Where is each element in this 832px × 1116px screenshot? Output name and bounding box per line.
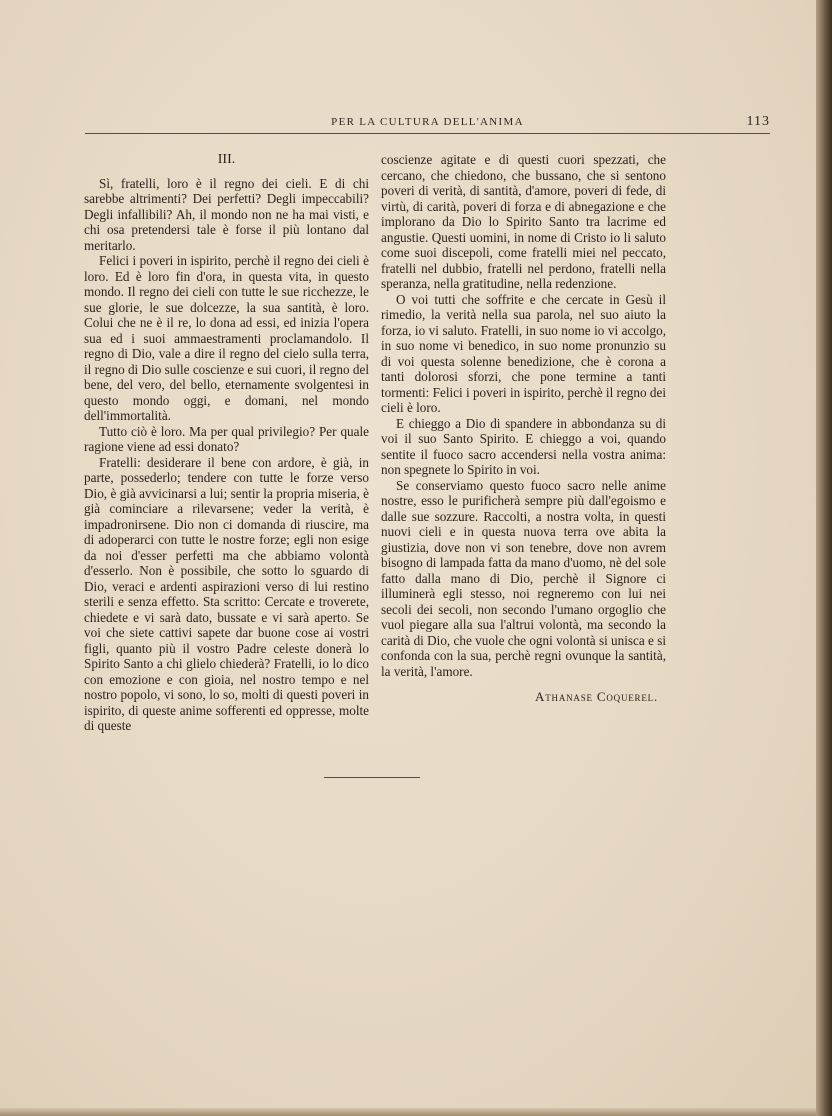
paragraph: Sì, fratelli, loro è il regno dei cieli. E di chi sarebbe altrimenti? Dei perfetti? Degli impeccabili? Degli infallibili? Ah, il mondo non ne ha mai visti, e chi osa pretendersi tale è forse il più lontano dal meritarlo.: [84, 175, 369, 253]
author-signature: Athanase Coquerel.: [535, 689, 658, 704]
header-rule: [85, 133, 770, 134]
closing-rule: [324, 777, 420, 778]
page-bottom-edge: [0, 1108, 816, 1116]
paragraph: coscienze agitate e di questi cuori spezzati, che cercano, che chiedono, che bussano, che si sentono poveri di verità, di santità, d'amore, poveri di fede, di virtù, di carità, poveri di forza e di abnegazione e che implorano da Dio lo Spirito Santo tra lacrime ed angustie. Questi uomini, in nome di Cristo io li saluto come suoi discepoli, come fratelli miei nel peccato, fratelli nel dubbio, fratelli nel perdono, fratelli nella speranza, nella gratitudine, nella redenzione.: [381, 152, 666, 291]
section-numeral: III.: [217, 152, 236, 167]
paragraph: Fratelli: desiderare il bene con ardore, è già, in parte, possederlo; tendere con tutte le forze verso Dio, è già avvicinarsi a lui; sentir la propria miseria, è già cominciare a rilevarsene; veder la verità, è impadronirsene. Dio non ci domanda di riuscire, ma di adoperarci con tutte le nostre forze; egli non esige da noi d'esser perfetti ma che abbiamo volontà d'esserlo. Non è possibile, che sotto lo sguardo di Dio, veraci e ardenti aspirazioni verso di lui restino sterili e senza effetto. Sta scritto: Cercate e troverete, chiedete e vi sarà dato, bussate e vi sarà aperto. Se voi che siete cattivi sapete dar buone cose ai vostri figli, quanto più il vostro Padre celeste donerà lo Spirito Santo a chi glielo chiederà? Fratelli, io lo dico con emozione e con gioia, nel nostro tempo e nel nostro popolo, vi sono, lo so, molti di questi poveri in ispirito, di queste anime sofferenti ed oppresse, molte di queste: [84, 454, 369, 733]
right-column: [381, 152, 666, 705]
left-column: [84, 152, 369, 734]
paragraph: Se conserviamo questo fuoco sacro nelle anime nostre, esso le purificherà sempre più dall'egoismo e dalle sue sozzure. Raccolti, a nostra volta, in questi nuovi cieli e in questa nuova terra ove abita la giustizia, dove non vi son tenebre, dove non avrem bisogno di lampada fatta da mano d'uomo, nè del sole fatto dalla mano di Dio, perchè il Signore ci illuminerà egli stesso, noi regneremo con lui nei secoli dei secoli, non secondo l'umano orgoglio che vuol piegare alla sua l'altrui volontà, ma secondo la carità di Dio, che vuole che ogni volontà si unisca e si confonda con la sua, perchè regni ovunque la santità, la verità, l'amore.: [381, 477, 666, 679]
running-title: PER LA CULTURA DELL'ANIMA: [331, 116, 524, 128]
running-head: [85, 114, 770, 130]
book-edge: [816, 0, 832, 1116]
paragraph: Tutto ciò è loro. Ma per qual privilegio? Per quale ragione viene ad essi donato?: [84, 423, 369, 454]
paragraph: E chieggo a Dio di spandere in abbondanza su di voi il suo Santo Spirito. E chieggo a voi, quando sentite il fuoco sacro accendersi nella vostra anima: non spegnete lo Spirito in voi.: [381, 415, 666, 477]
paragraph: O voi tutti che soffrite e che cercate in Gesù il rimedio, la verità nella sua parola, nel suo aiuto la forza, io vi saluto. Fratelli, in suo nome io vi accolgo, in suo nome vi benedico, in suo nome pronunzio su di voi questa solenne benedizione, che è corona a tanti dolorosi sforzi, che pone termine a tanti tormenti: Felici i poveri in ispirito, perchè il regno dei cieli è loro.: [381, 291, 666, 415]
page-number: 113: [746, 114, 770, 129]
paragraph: Felici i poveri in ispirito, perchè il regno dei cieli è loro. Ed è loro fin d'ora, in questa vita, in questo mondo. Il regno dei cieli con tutte le sue ricchezze, le sue glorie, le sue dolcezze, la sua santità, è loro. Colui che ne è il re, lo dona ad essi, ed inizia l'opera sua ed i suoi ammaestramenti proclamandolo. Il regno di Dio, vale a dire il regno del cielo sulla terra, il regno di Dio sulle coscienze e sui cuori, il regno del bene, del vero, del bello, eternamente svolgentesi in questo mondo oggi, e domani, nel mondo dell'immortalità.: [84, 253, 369, 423]
